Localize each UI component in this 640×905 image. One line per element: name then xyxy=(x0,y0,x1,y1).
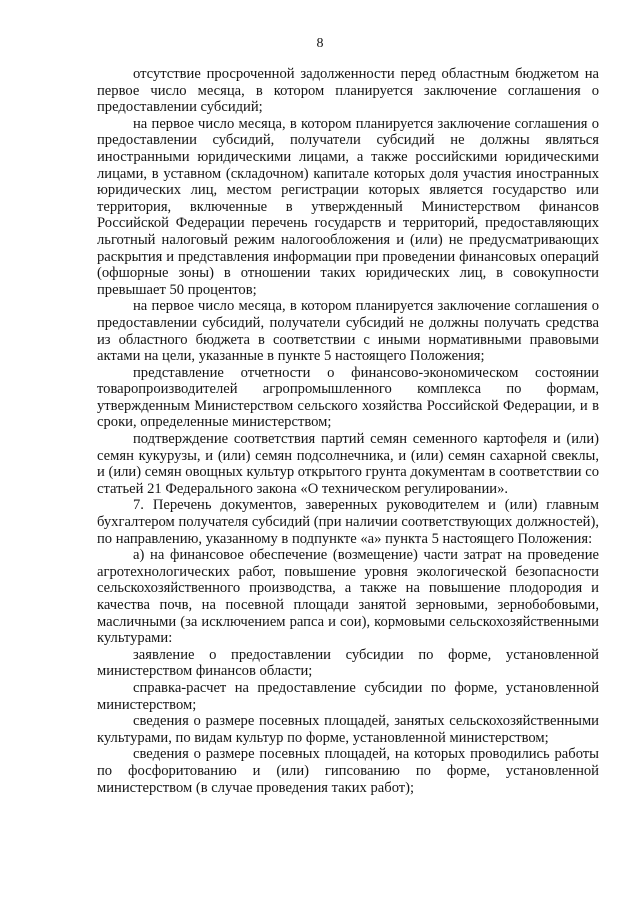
document-body xyxy=(97,66,599,796)
paragraph-sown-areas: сведения о размере посевных площадей, занятых сельскохозяйственными культурами, по видам культур по форме, установленной министерством; xyxy=(97,713,599,746)
paragraph-foreign-entities: на первое число месяца, в котором планируется заключение соглашения о предоставлении субсидий, получатели субсидий не должны являться иностранными юридическими лицами, а также российскими юридическими лицами, в уставном (складочном) капитале которых доля участия иностранных юридических лиц, местом регистрации которых является государство или территория, включенные в утвержденный Министерством финансов Российской Федерации перечень государств и территорий, предоставляющих льготный налоговый режим налогообложения и (или) не предусматривающих раскрытия и представления информации при проведении финансовых операций (офшорные зоны) в отношении таких юридических лиц, в совокупности превышает 50 процентов; xyxy=(97,115,599,298)
paragraph-phosphorite-areas: сведения о размере посевных площадей, на которых проводились работы по фосфоритованию и (или) гипсованию по форме, установленной министерством (в случае проведения таких работ); xyxy=(97,746,599,796)
paragraph-debt-absence: отсутствие просроченной задолженности перед областным бюджетом на первое число месяца, в котором планируется заключение соглашения о предоставлении субсидий; xyxy=(97,66,599,116)
paragraph-reporting: представление отчетности о финансово-экономическом состоянии товаропроизводителей агропромышленного комплекса по формам, утвержденным Министерством сельского хозяйства Российской Федерации, и в сроки, определенные министерством; xyxy=(97,364,599,431)
page-number: 8 xyxy=(316,36,324,51)
paragraph-calculation: справка-расчет на предоставление субсидии по форме, установленной министерством; xyxy=(97,679,599,713)
paragraph-application: заявление о предоставлении субсидии по форме, установленной министерством финансов области; xyxy=(97,646,599,680)
paragraph-seed-certification: подтверждение соответствия партий семян семенного картофеля и (или) семян кукурузы, и (или) семян подсолнечника, и (или) семян сахарной свеклы, и (или) семян овощных культур открытого грунта документам в соответствии со статьей 21 Федерального закона «О техническом регулировании». xyxy=(97,431,599,497)
paragraph-documents-list: 7. Перечень документов, заверенных руководителем и (или) главным бухгалтером получателя субсидий (при наличии соответствующих должностей), по направлению, указанному в подпункте «а» пункта 5 настоящего Положения: xyxy=(97,497,599,547)
paragraph-other-funding: на первое число месяца, в котором планируется заключение соглашения о предоставлении субсидий, получатели субсидий не должны получать средства из областного бюджета в соответствии с иными нормативными правовыми актами на цели, указанные в пункте 5 настоящего Положения; xyxy=(97,298,599,365)
paragraph-subitem-a: а) на финансовое обеспечение (возмещение) части затрат на проведение агротехнологических работ, повышение уровня экологической безопасности сельскохозяйственного производства, а также на повышение плодородия и качества почв, на посевной площади занятой зерновыми, зернобобовыми, масличными (за исключением рапса и сои), кормовыми сельскохозяйственными культурами: xyxy=(97,547,599,647)
